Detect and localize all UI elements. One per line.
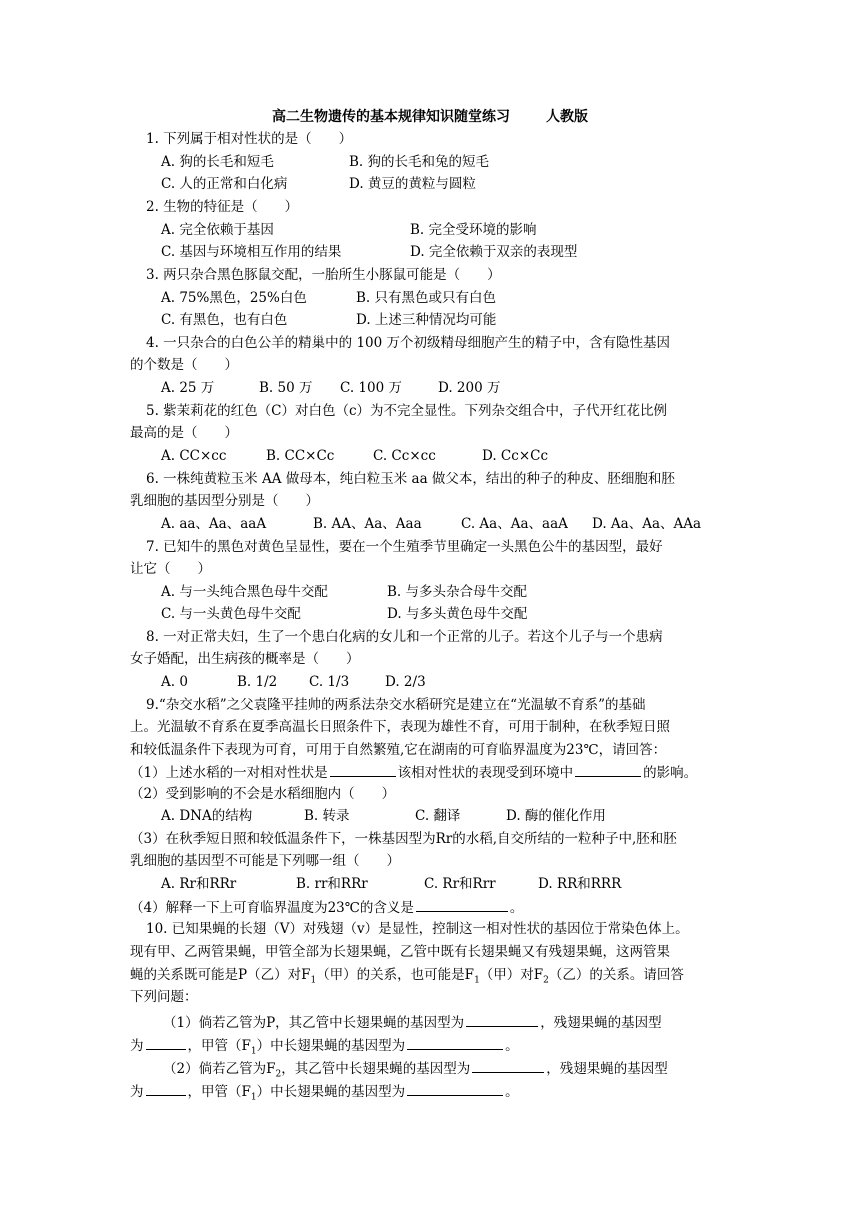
q4-stem-line2: 的个数是（ ） bbox=[130, 357, 238, 373]
q8-stem-line1: 8. 一对正常夫妇，生了一个患白化病的女儿和一个正常的儿子。若这个儿子与一个患病 bbox=[146, 629, 663, 645]
q9-stem-line2: 上。光温敏不育系在夏季高温长日照条件下，表现为雄性不育，可用于制种，在秋季短日照 bbox=[130, 719, 670, 735]
q6-option-d: D. Aa、Aa、AAa bbox=[592, 516, 702, 532]
q9-part2-option-a: A. DNA的结构 bbox=[161, 808, 253, 824]
q5-option-a: A. CC×cc bbox=[161, 448, 227, 464]
q10-part2-line1: （2）倘若乙管为$F_2$，其乙管中长翅果蝇的基因型为 ，残翅果蝇的基因型 bbox=[163, 1058, 668, 1078]
q5-stem-line2: 最高的是（ ） bbox=[130, 425, 238, 441]
q2-option-d: D. 完全依赖于双亲的表现型 bbox=[410, 244, 578, 260]
q6-stem-line2: 乳细胞的基因型分别是（ ） bbox=[130, 493, 319, 509]
q7-stem-line2: 让它（ ） bbox=[130, 561, 211, 577]
q10-part2-blank3[interactable] bbox=[407, 1081, 503, 1096]
q5-stem-line1: 5. 紫茉莉花的红色（C）对白色（c）为不完全显性。下列杂交组合中，子代开红花比例 bbox=[146, 403, 668, 419]
q5-option-c: C. Cc×cc bbox=[373, 448, 436, 464]
q8-option-d: D. 2/3 bbox=[385, 674, 426, 690]
q9-part3-line2: 乳细胞的基因型不可能是下列哪一组（ ） bbox=[130, 853, 400, 869]
q7-option-d: D. 与多头黄色母牛交配 bbox=[387, 606, 528, 622]
q6-stem-line1: 6. 一株纯黄粒玉米 AA 做母本，纯白粒玉米 aa 做父本，结出的种子的种皮、胚细胞和胚 bbox=[146, 471, 675, 487]
q3-option-a: A. 75%黑色，25%白色 bbox=[161, 290, 307, 306]
q7-option-b: B. 与多头杂合母牛交配 bbox=[387, 584, 528, 600]
q10-part1-line1: （1）倘若乙管为P，其乙管中长翅果蝇的基因型为 ，残翅果蝇的基因型 bbox=[163, 1012, 662, 1032]
q1-option-a: A. 狗的长毛和短毛 bbox=[161, 154, 274, 170]
q10-stem-line4: 下列问题： bbox=[130, 989, 198, 1005]
page-title bbox=[0, 107, 860, 127]
q9-part3-option-d: D. RR和RRR bbox=[538, 876, 622, 892]
q4-option-d: D. 200 万 bbox=[438, 380, 501, 396]
q1-stem: 1. 下列属于相对性状的是（ ） bbox=[146, 131, 353, 147]
q6-option-c: C. Aa、Aa、aaA bbox=[461, 516, 568, 532]
q6-option-a: A. aa、Aa、aaA bbox=[161, 516, 267, 532]
q10-part2-blank2[interactable] bbox=[146, 1081, 186, 1096]
q9-stem-line1: 9.“杂交水稻”之父袁隆平挂帅的两系法杂交水稻研究是建立在“光温敏不育系”的基础 bbox=[146, 697, 646, 713]
q1-option-c: C. 人的正常和白化病 bbox=[161, 176, 288, 192]
q9-stem-line3: 和较低温条件下表现为可育，可用于自然繁殖,它在湖南的可育临界温度为23℃，请回答： bbox=[130, 742, 667, 758]
q9-part2-option-b: B. 转录 bbox=[304, 808, 350, 824]
q9-part2-option-d: D. 酶的催化作用 bbox=[506, 808, 606, 824]
q7-option-c: C. 与一头黄色母牛交配 bbox=[161, 606, 301, 622]
q10-stem-line3: 蝇的关系既可能是P（乙）对$F_1$（甲）的关系，也可能是$F_1$（甲）对$F_2$（乙）的关系。请回答 bbox=[130, 967, 684, 986]
q10-stem-line1: 10. 已知果蝇的长翅（V）对残翅（v）是显性，控制这一相对性状的基因位于常染色体上。 bbox=[146, 921, 689, 937]
q1-option-d: D. 黄豆的黄粒与圆粒 bbox=[349, 176, 476, 192]
title-edition: 人教版 bbox=[546, 109, 588, 125]
q3-option-c: C. 有黑色，也有白色 bbox=[161, 312, 288, 328]
q10-part1-line2: 为 ，甲管$(F_1)$中长翅果蝇的基因型为 。 bbox=[130, 1035, 519, 1055]
q10-stem-line2: 现有甲、乙两管果蝇，甲管全部为长翅果蝇，乙管中既有长翅果蝇又有残翅果蝇，这两管果 bbox=[130, 944, 670, 960]
q5-option-d: D. Cc×Cc bbox=[482, 448, 549, 464]
q9-part4: （4）解释一下上可育临界温度为23℃的含义是 。 bbox=[130, 897, 523, 917]
q10-part1-blank1[interactable] bbox=[466, 1012, 538, 1027]
q9-part1: （1）上述水稻的一对相对性状是 该相对性状的表现受到环境中 的影响。 bbox=[130, 762, 697, 782]
q2-option-c: C. 基因与环境相互作用的结果 bbox=[161, 244, 342, 260]
q4-option-b: B. 50 万 bbox=[259, 380, 313, 396]
q10-part2-blank1[interactable] bbox=[472, 1058, 544, 1073]
q4-stem-line1: 4. 一只杂合的白色公羊的精巢中的 100 万个初级精母细胞产生的精子中，含有隐性基因 bbox=[146, 335, 671, 351]
q8-option-a: A. 0 bbox=[161, 674, 188, 690]
q4-option-a: A. 25 万 bbox=[161, 380, 215, 396]
q2-option-b: B. 完全受环境的影响 bbox=[410, 222, 537, 238]
q7-stem-line1: 7. 已知牛的黑色对黄色呈显性，要在一个生殖季节里确定一头黑色公牛的基因型，最好 bbox=[146, 539, 663, 555]
q6-option-b: B. AA、Aa、Aaa bbox=[313, 516, 422, 532]
q8-stem-line2: 女子婚配，出生病孩的概率是（ ） bbox=[130, 651, 360, 667]
q8-option-c: C. 1/3 bbox=[309, 674, 350, 690]
q9-part3-option-b: B. rr和RRr bbox=[296, 876, 368, 892]
q9-part3-line1: （3）在秋季短日照和较低温条件下，一株基因型为Rr的水稻,自交所结的一粒种子中,胚和胚 bbox=[130, 831, 677, 847]
q9-part1-blank1[interactable] bbox=[330, 762, 396, 777]
q3-option-b: B. 只有黑色或只有白色 bbox=[356, 290, 497, 306]
q9-part3-option-c: C. Rr和Rrr bbox=[424, 876, 496, 892]
q3-stem: 3. 两只杂合黑色豚鼠交配，一胎所生小豚鼠可能是（ ） bbox=[146, 267, 501, 283]
q7-option-a: A. 与一头纯合黑色母牛交配 bbox=[161, 584, 328, 600]
q4-option-c: C. 100 万 bbox=[340, 380, 402, 396]
q8-option-b: B. 1/2 bbox=[237, 674, 278, 690]
q3-option-d: D. 上述三种情况均可能 bbox=[356, 312, 497, 328]
q1-option-b: B. 狗的长毛和兔的短毛 bbox=[349, 154, 490, 170]
q9-part1-blank2[interactable] bbox=[575, 762, 641, 777]
q9-part4-blank[interactable] bbox=[416, 897, 508, 912]
q10-part1-blank3[interactable] bbox=[407, 1035, 503, 1050]
q9-part3-option-a: A. Rr和RRr bbox=[161, 876, 237, 892]
q5-option-b: B. CC×Cc bbox=[266, 448, 335, 464]
q2-stem: 2. 生物的特征是（ ） bbox=[146, 199, 299, 215]
q10-part2-line2: 为 ，甲管$(F_1)$中长翅果蝇的基因型为 。 bbox=[130, 1081, 519, 1101]
q2-option-a: A. 完全依赖于基因 bbox=[161, 222, 274, 238]
q9-part2-option-c: C. 翻译 bbox=[415, 808, 461, 824]
q9-part2-stem: （2）受到影响的不会是水稻细胞内（ ） bbox=[130, 786, 396, 802]
q10-part1-blank2[interactable] bbox=[146, 1035, 186, 1050]
title-main: 高二生物遗传的基本规律知识随堂练习 bbox=[272, 109, 510, 125]
